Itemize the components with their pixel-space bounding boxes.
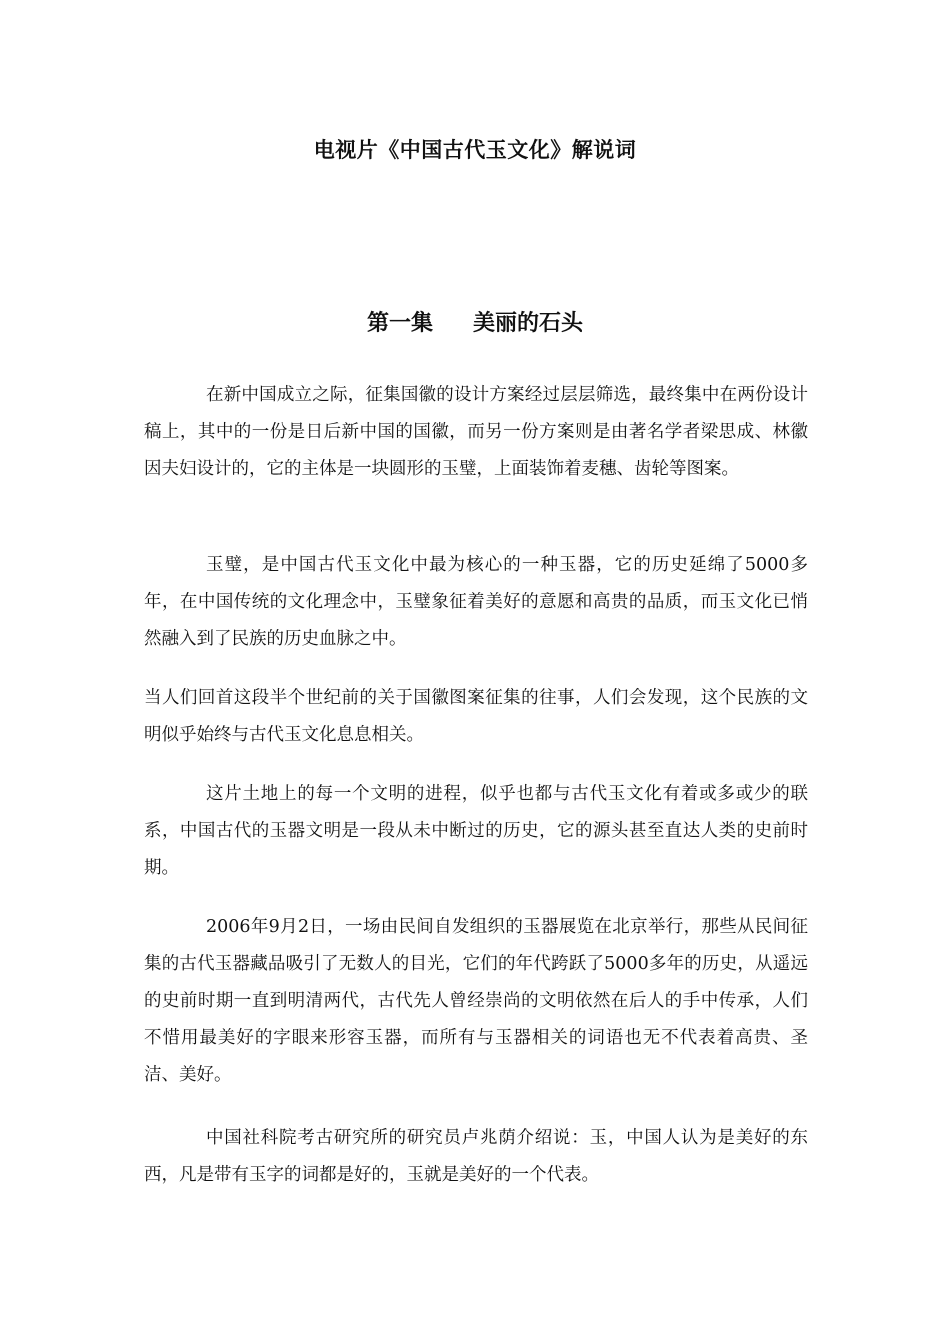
- chapter-title: [0, 307, 950, 341]
- paragraph: 在新中国成立之际，征集国徽的设计方案经过层层筛选，最终集中在两份设计稿上，其中的一份是日后新中国的国徽，而另一份方案则是由著名学者梁思成、林徽因夫妇设计的，它的主体是一块圆形的玉璧，上面装饰着麦穗、齿轮等图案。: [144, 385, 808, 479]
- document-title: 电视片《中国古代玉文化》解说词: [313, 138, 637, 162]
- paragraph: 2006年9月2日，一场由民间自发组织的玉器展览在北京举行，那些从民间征集的古代玉器藏品吸引了无数人的目光，它们的年代跨跃了5000多年的历史，从遥远的史前时期一直到明清两代，古代先人曾经崇尚的文明依然在后人的手中传承，人们不惜用最美好的字眼来形容玉器，而所有与玉器相关的词语也无不代表着高贵、圣洁、美好。: [144, 917, 808, 1085]
- paragraph: 中国社科院考古研究所的研究员卢兆荫介绍说：玉，中国人认为是美好的东西，凡是带有玉字的词都是好的，玉就是美好的一个代表。: [144, 1128, 808, 1185]
- paragraph: 当人们回首这段半个世纪前的关于国徽图案征集的往事，人们会发现，这个民族的文明似乎始终与古代玉文化息息相关。: [144, 688, 808, 745]
- chapter-name: 美丽的石头: [473, 311, 584, 336]
- paragraph: 玉璧，是中国古代玉文化中最为核心的一种玉器，它的历史延绵了5000多年，在中国传统的文化理念中，玉璧象征着美好的意愿和高贵的品质，而玉文化已悄然融入到了民族的历史血脉之中。: [144, 555, 808, 649]
- chapter-number: 第一集: [366, 311, 433, 336]
- paragraph: 这片土地上的每一个文明的进程，似乎也都与古代玉文化有着或多或少的联系，中国古代的玉器文明是一段从未中断过的历史，它的源头甚至直达人类的史前时期。: [144, 784, 808, 878]
